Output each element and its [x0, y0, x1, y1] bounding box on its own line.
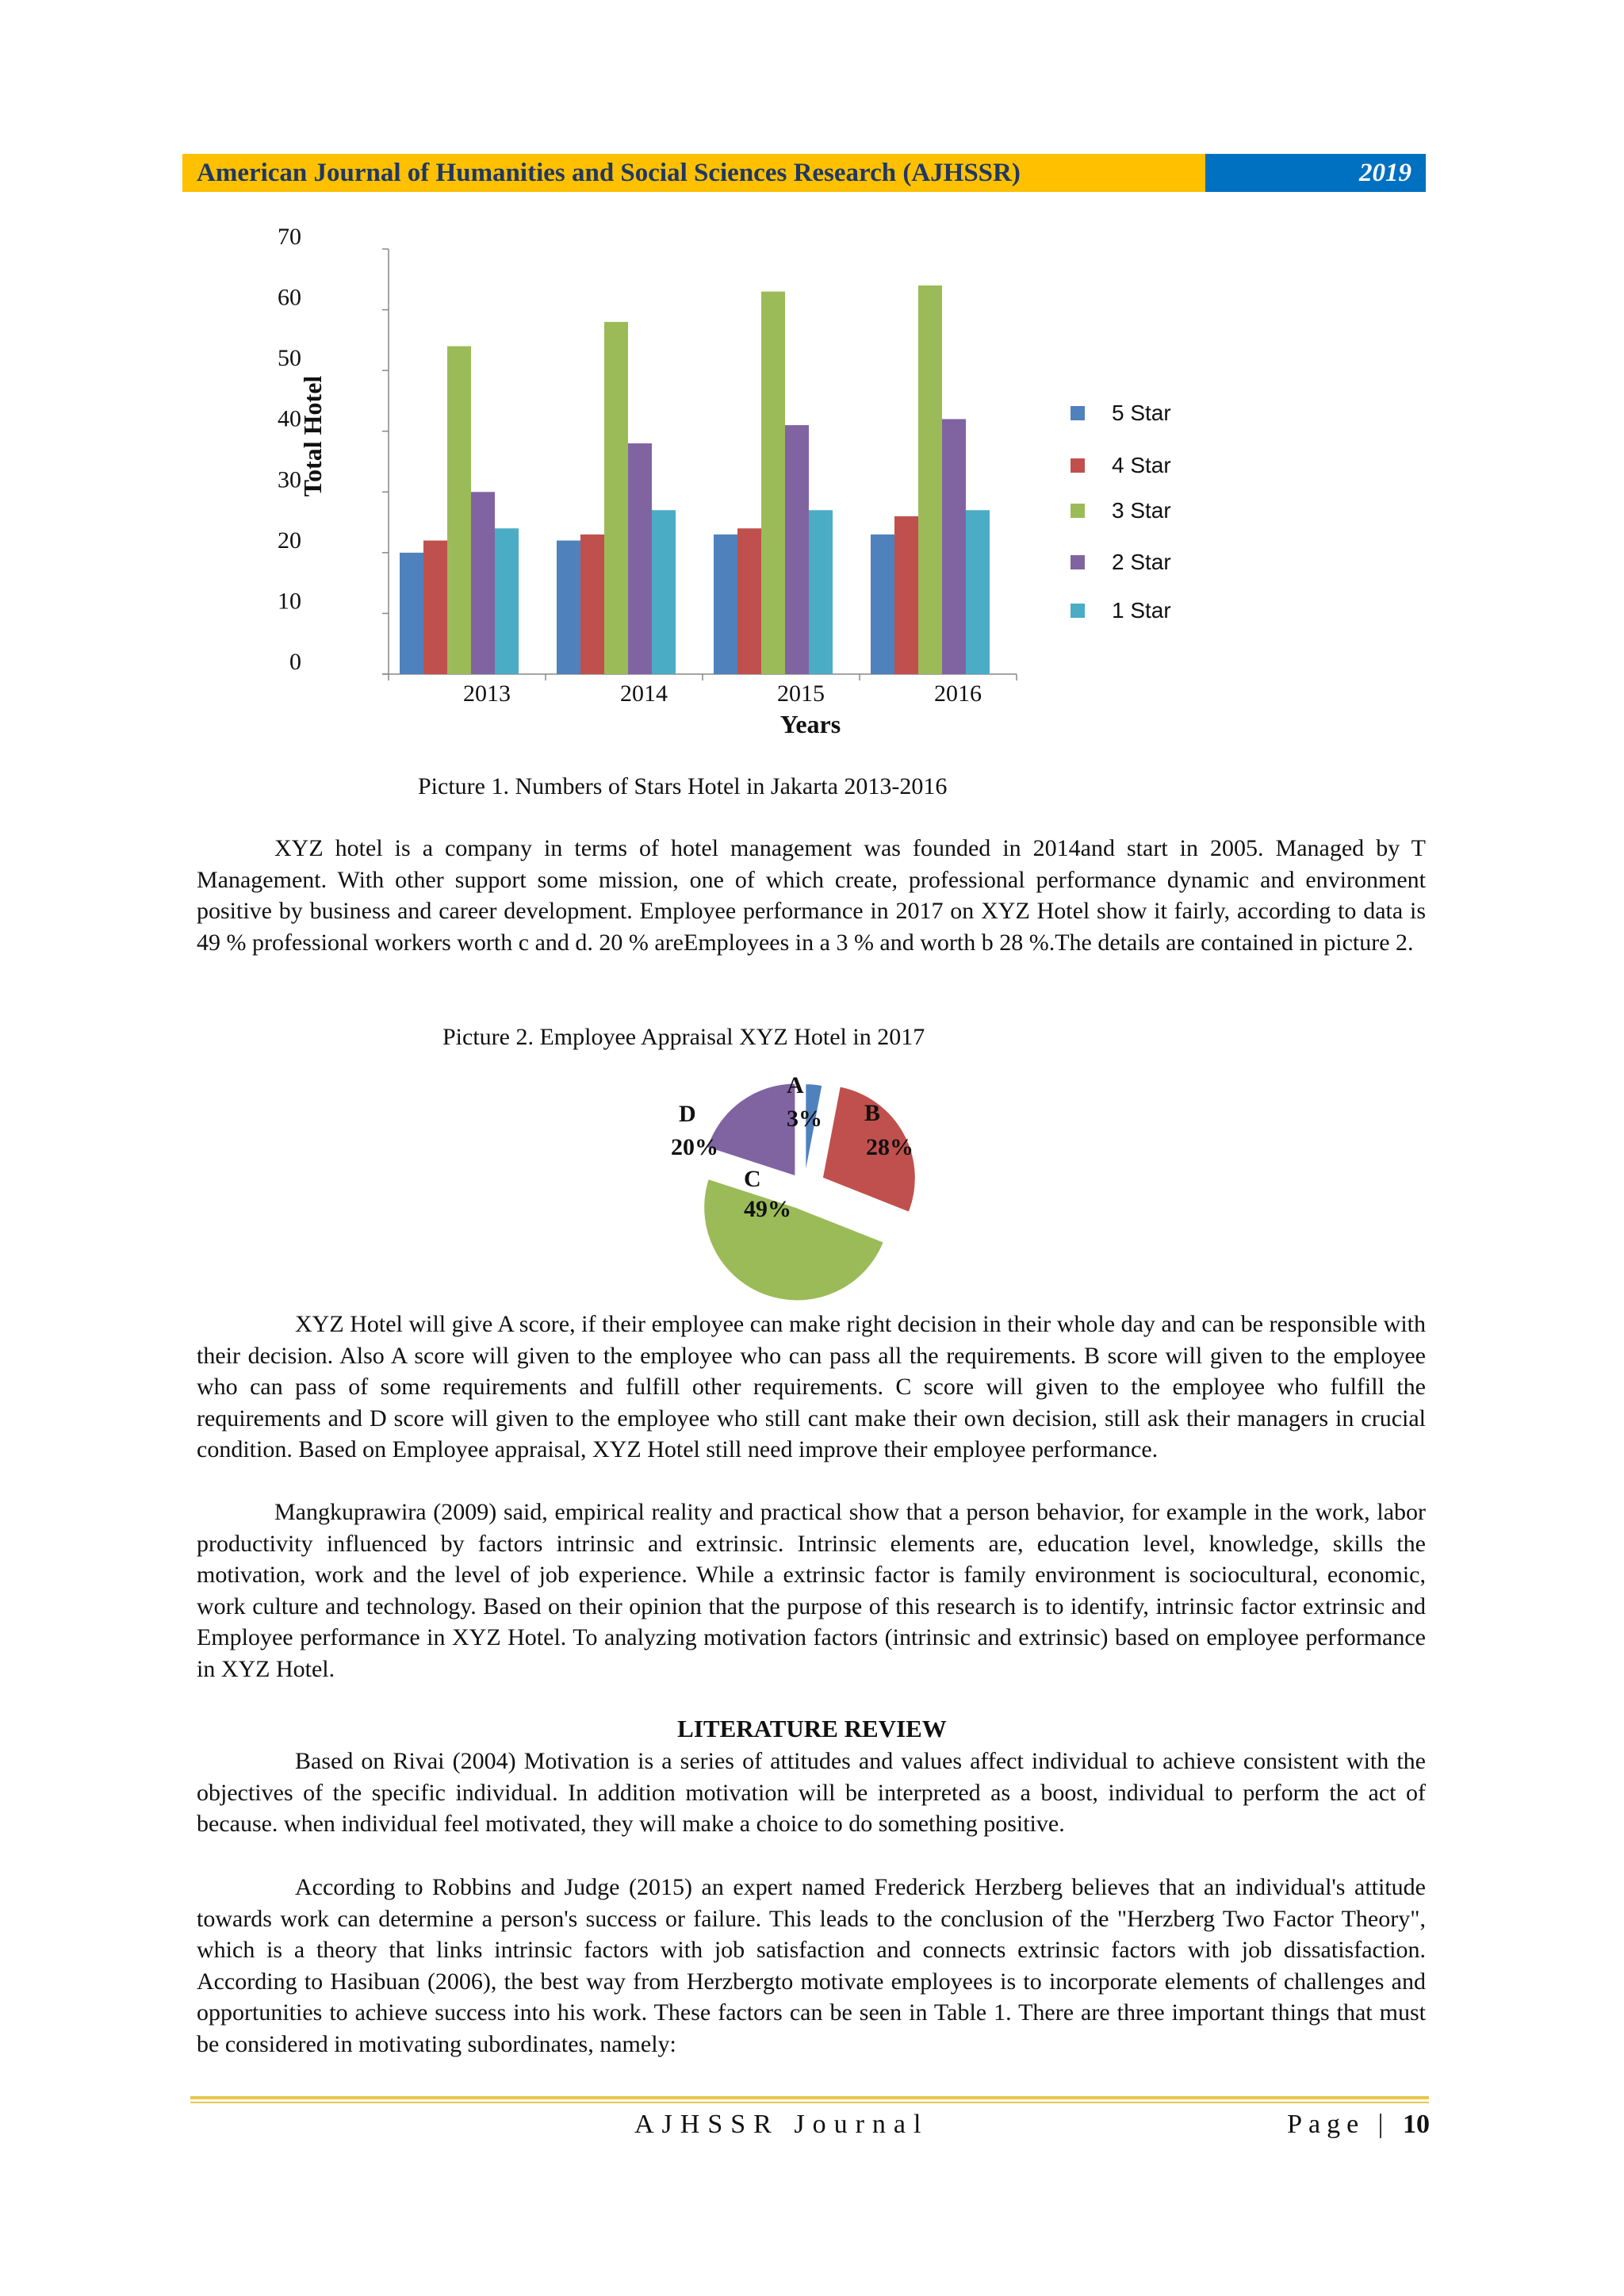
bar — [942, 419, 966, 674]
bar — [809, 510, 833, 674]
bar — [918, 286, 942, 674]
bar — [894, 516, 918, 674]
legend-label: 4 Star — [1112, 453, 1171, 477]
bar — [785, 425, 809, 674]
journal-title: American Journal of Humanities and Social Sciences Research (AJHSSR) — [182, 154, 1205, 192]
y-tick-label: 40 — [278, 405, 301, 432]
section-heading: LITERATURE REVIEW — [677, 1715, 947, 1742]
figure2-caption: Picture 2. Employee Appraisal XYZ Hotel in 2017 — [442, 1024, 925, 1050]
x-tick-label: 2014 — [620, 680, 668, 707]
bar — [423, 541, 447, 674]
legend-swatch — [1071, 406, 1085, 420]
paragraph-3: Mangkuprawira (2009) said, empirical reality and practical show that a person behavior, for example in the work, labor productivity influenced by factors intrinsic and extrinsic. Intrinsic elements are, education level, knowledge, skills the motivation, work and the level of job experience. While a extrinsic factor is family environment is sociocultural, economic, work culture and technology. Based on their opinion that the purpose of this research is to identify, intrinsic factor extrinsic and Employee performance in XYZ Hotel. To analyzing motivation factors (intrinsic and extrinsic) based on employee performance in XYZ Hotel. — [197, 1499, 1426, 1682]
legend-label: 3 Star — [1112, 498, 1171, 523]
legend-swatch — [1071, 458, 1085, 473]
paragraph-2: XYZ Hotel will give A score, if their employee can make right decision in their whole day and can be responsible with their decision. Also A score will given to the employee who can pass all the requirements. B score will given to the employee who can pass of some requirements and fulfill other requirements. C score will given to the employee who fulfill the requirements and D score will given to the employee who still cant make their own decision, still ask their managers in crucial condition. Based on Employee appraisal, XYZ Hotel still need improve their employee performance. — [197, 1311, 1426, 1462]
pie-slice-label: B — [864, 1100, 881, 1126]
bar — [966, 510, 990, 674]
bar — [495, 528, 519, 674]
bar — [714, 535, 737, 674]
pie-slice-label: D — [679, 1101, 696, 1127]
pie-slice-value: 49% — [744, 1196, 791, 1222]
footer-rule — [190, 2096, 1429, 2099]
y-tick-label: 0 — [289, 649, 301, 675]
y-tick-label: 60 — [278, 284, 301, 311]
hotel-stars-bar-chart — [262, 198, 1308, 801]
footer-page-label: Page | — [1287, 2110, 1390, 2139]
y-tick-label: 20 — [278, 527, 301, 554]
legend-swatch — [1071, 604, 1085, 618]
bar — [652, 510, 676, 674]
pie-slice-value: 3% — [787, 1106, 822, 1132]
bar — [557, 541, 580, 674]
legend-swatch — [1071, 555, 1085, 569]
bar — [471, 492, 495, 674]
footer-page — [1287, 2110, 1430, 2140]
y-tick-label: 30 — [278, 466, 301, 493]
pie-slice-value: 28% — [866, 1134, 914, 1160]
bar — [628, 443, 652, 674]
pie-slice — [707, 1083, 795, 1176]
y-tick-label: 10 — [278, 588, 301, 615]
bar — [400, 553, 423, 674]
bar — [580, 535, 604, 674]
y-axis-label: Total Hotel — [298, 375, 327, 497]
journal-header — [182, 154, 1426, 192]
y-tick-label: 50 — [278, 345, 301, 372]
pie-slice — [703, 1179, 884, 1301]
y-tick-label: 70 — [278, 224, 301, 250]
footer-rule-thin — [190, 2102, 1429, 2103]
bar — [737, 528, 761, 674]
paragraph-1: XYZ hotel is a company in terms of hotel management was founded in 2014and start in 2005. Managed by T Management. With other support some mission, one of which create, professional performance dynamic and environment positive by business and career development. Employee performance in 2017 on XYZ Hotel show it fairly, according to data is 49 % professional workers worth c and d. 20 % areEmployees in a 3 % and worth b 28 %.The details are contained in picture 2. — [197, 835, 1426, 956]
bar — [871, 535, 894, 674]
legend-swatch — [1071, 504, 1085, 518]
pie-slice-label: C — [744, 1166, 761, 1192]
pie-slice-label: A — [787, 1072, 804, 1098]
legend-label: 2 Star — [1112, 550, 1171, 574]
x-axis-label: Years — [779, 710, 841, 738]
footer-journal: AJHSSR Journal — [634, 2110, 929, 2139]
x-tick-label: 2015 — [777, 680, 825, 707]
legend-label: 1 Star — [1112, 598, 1171, 623]
bar — [761, 292, 785, 674]
paragraph-4: Based on Rivai (2004) Motivation is a series of attitudes and values affect individual to achieve consistent with the objectives of the specific individual. In addition motivation will be interpreted as a boost, individual to perform the act of because. when individual feel motivated, they will make a choice to do something positive. — [197, 1748, 1426, 1837]
employee-appraisal-pie-chart — [661, 1069, 947, 1307]
x-tick-label: 2013 — [463, 680, 511, 707]
pie-slice-value: 20% — [671, 1134, 718, 1160]
bar — [447, 347, 471, 674]
legend-label: 5 Star — [1112, 401, 1171, 425]
paragraph-5: According to Robbins and Judge (2015) an expert named Frederick Herzberg believes that an individual's attitude towards work can determine a person's success or failure. This leads to the conclusion of the "Herzberg Two Factor Theory", which is a theory that links intrinsic factors with job satisfaction and connects extrinsic factors with job dissatisfaction. According to Hasibuan (2006), the best way from Herzbergto motivate employees is to incorporate elements of challenges and opportunities to achieve success into his work. These factors can be seen in Table 1. There are three important things that must be considered in motivating subordinates, namely: — [197, 1874, 1426, 2057]
bar — [604, 322, 628, 674]
journal-year: 2019 — [1205, 154, 1426, 192]
x-tick-label: 2016 — [934, 680, 982, 707]
footer-page-number: 10 — [1403, 2110, 1430, 2139]
figure1-caption: Picture 1. Numbers of Stars Hotel in Jakarta 2013-2016 — [418, 773, 948, 799]
